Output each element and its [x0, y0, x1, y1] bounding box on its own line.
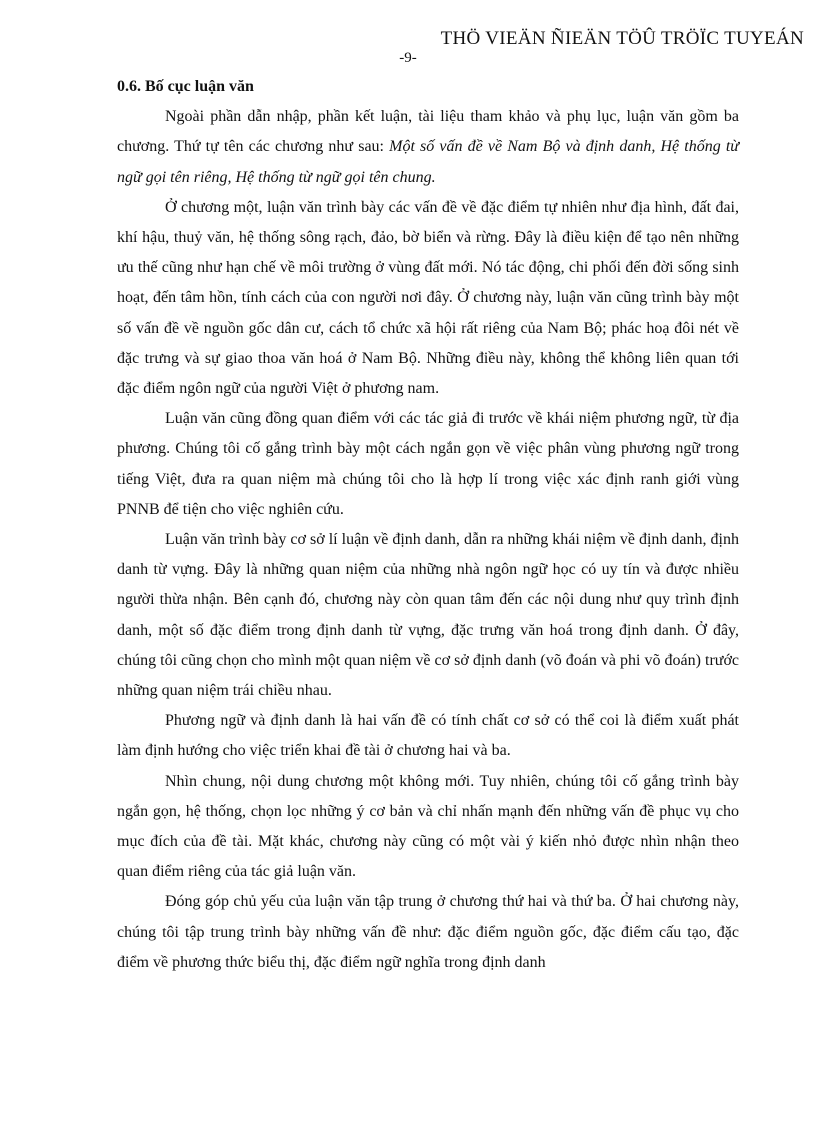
- paragraph-dialect-concept: Luận văn cũng đồng quan điểm với các tác giả đi trước về khái niệm phương ngữ, từ địa phương. Chúng tôi cố gắng trình bày một cách ngắn gọn về việc phân vùng phương ngữ trong tiếng Việt, đưa ra quan niệm mà chúng tôi cho là hợp lí trong việc xác định ranh giới vùng PNNB để tiện cho việc nghiên cứu.: [117, 410, 739, 518]
- paragraph-summary: Nhìn chung, nội dung chương một không mới. Tuy nhiên, chúng tôi cố gắng trình bày ngắn gọn, hệ thống, chọn lọc những ý cơ bản và chỉ nhấn mạnh đến những vấn đề phục vụ cho mục đích của đề tài. Mặt khác, chương này cũng có một vài ý kiến nhỏ được nhìn nhận theo quan điểm riêng của tác giả luận văn.: [117, 772, 739, 881]
- page-number: -9-: [399, 50, 417, 66]
- paragraph-foundation: Phương ngữ và định danh là hai vấn đề có tính chất cơ sở có thể coi là điểm xuất phát làm định hướng cho việc triển khai đề tài ở chương hai và ba.: [117, 712, 739, 760]
- paragraph-main-contribution: Đóng góp chủ yếu của luận văn tập trung ở chương thứ hai và thứ ba. Ở hai chương này, chúng tôi tập trung trình bày những vấn đề như: đặc điểm nguồn gốc, đặc điểm cấu tạo, đặc điểm về phương thức biểu thị, đặc điểm ngữ nghĩa trong định danh: [117, 893, 739, 971]
- chapter-titles-italic: Một số vấn đề về Nam Bộ và định danh, Hệ thống từ ngữ gọi tên riêng, Hệ thống từ ngữ gọi tên chung.: [117, 138, 739, 186]
- section-heading: 0.6. Bố cục luận văn: [117, 78, 254, 95]
- paragraph-naming-theory: Luận văn trình bày cơ sở lí luận về định danh, dẫn ra những khái niệm về định danh, định danh từ vựng. Đây là những quan niệm của những nhà ngôn ngữ học có uy tín và được nhiều người thừa nhận. Bên cạnh đó, chương này còn quan tâm đến các nội dung như quy trình định danh, một số đặc điểm trong định danh từ vựng, đặc trưng văn hoá trong định danh. Ở đây, chúng tôi cũng chọn cho mình một quan niệm về cơ sở định danh (võ đoán và phi võ đoán) trước những quan niệm trái chiều nhau.: [117, 531, 739, 700]
- header-title: THÖ VIEÄN ÑIEÄN TÖÛ TRÖÏC TUYEÁN: [440, 28, 804, 49]
- paragraph-chapter-one: Ở chương một, luận văn trình bày các vấn đề về đặc điểm tự nhiên như địa hình, đất đai, khí hậu, thuỷ văn, hệ thống sông rạch, đảo, bờ biển và rừng. Đây là điều kiện để tạo nên những ưu thế cũng như hạn chế về môi trường ở vùng đất mới. Nó tác động, chi phối đến đời sống sinh hoạt, đến tâm hồn, tính cách của con người nơi đây. Ở chương này, luận văn cũng trình bày một số vấn đề về nguồn gốc dân cư, cách tổ chức xã hội rất riêng của Nam Bộ; phác hoạ đôi nét về đặc trưng và sự giao thoa văn hoá ở Nam Bộ. Những điều này, không thể không liên quan tới đặc điểm ngôn ngữ của người Việt ở phương nam.: [117, 198, 739, 398]
- paragraph-lead-text: Ngoài phần dẫn nhập, phần kết luận, tài liệu tham khảo và phụ lục, luận văn gồm ba chương. Thứ tự tên các chương như sau:: [117, 108, 739, 156]
- paragraph-chapter-order: [117, 102, 739, 193]
- document-body: [117, 72, 739, 978]
